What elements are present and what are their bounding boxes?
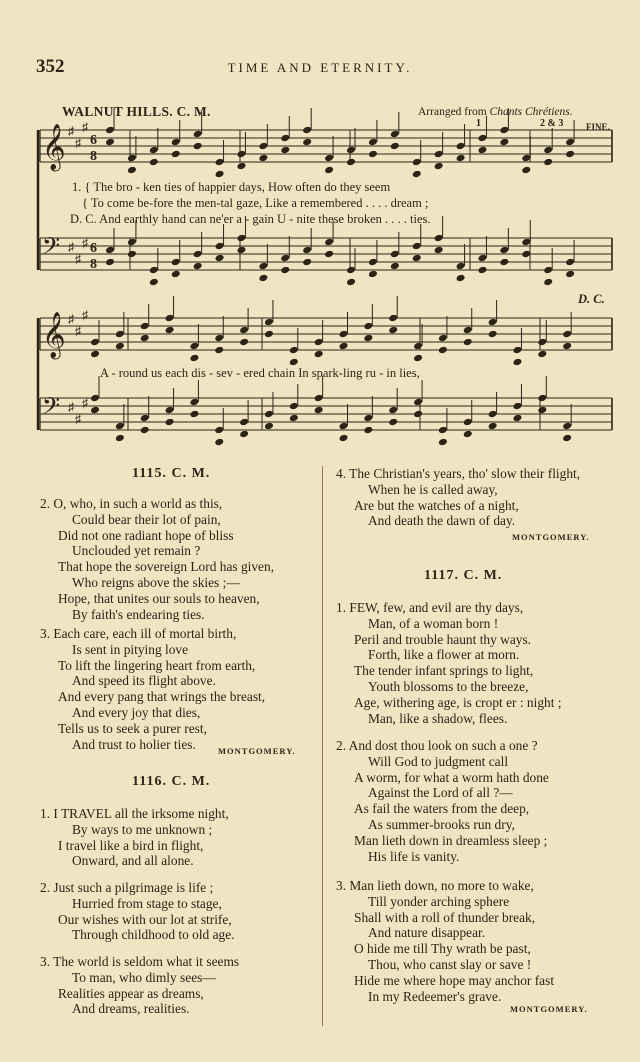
verse-line: Our wishes with our lot at strife, bbox=[58, 911, 232, 927]
note-head bbox=[302, 246, 312, 255]
note-head bbox=[339, 342, 349, 351]
note-head bbox=[127, 238, 137, 247]
verse-line: As summer-brooks run dry, bbox=[368, 816, 515, 832]
note-head bbox=[236, 150, 246, 159]
note-head bbox=[346, 158, 356, 167]
note-head bbox=[165, 314, 175, 323]
note-head bbox=[314, 350, 324, 359]
verse-line: Man, like a shadow, flees. bbox=[368, 710, 508, 726]
hymn-number: 1117. bbox=[424, 568, 459, 583]
note-head bbox=[105, 246, 115, 255]
verse-line: Tells us to seek a purer rest, bbox=[58, 720, 207, 736]
hymn-1115-stanza-2 bbox=[40, 496, 274, 622]
note-head bbox=[368, 138, 378, 147]
note-head bbox=[413, 410, 423, 419]
lyric-line-3: D. C. And earthly hand can ne'er a - gain U - nite these broken . . . . ties. bbox=[70, 212, 431, 226]
verse-line: Thou, who canst slay or save ! bbox=[368, 956, 532, 972]
lyric-line-4: A - round us each dis - sev - ered chain In spark-ling ru - in lies, bbox=[100, 366, 420, 380]
note-head bbox=[388, 326, 398, 335]
note-head bbox=[368, 258, 378, 267]
note-head bbox=[215, 242, 225, 251]
verse-line: Realities appear as dreams, bbox=[58, 985, 204, 1001]
note-head bbox=[438, 426, 448, 435]
note-head bbox=[390, 250, 400, 259]
note-head bbox=[127, 154, 137, 163]
note-head bbox=[512, 358, 522, 367]
verse-line: And dreams, realities. bbox=[72, 1001, 190, 1017]
fine-label: FINE. bbox=[586, 122, 610, 132]
time-signature: 6 bbox=[90, 133, 97, 148]
verse-line: Against the Lord of all ?— bbox=[368, 785, 513, 801]
note-head bbox=[390, 142, 400, 151]
note-head bbox=[499, 246, 509, 255]
note-head bbox=[562, 342, 572, 351]
note-head bbox=[562, 330, 572, 339]
note-head bbox=[434, 162, 444, 171]
note-head bbox=[463, 418, 473, 427]
hymn-meter: C. M. bbox=[171, 466, 211, 481]
arranged-source: Chants Chrétiens. bbox=[489, 106, 573, 118]
note-head bbox=[463, 338, 473, 347]
note-head bbox=[302, 258, 312, 267]
sharp-icon: ♯ bbox=[82, 120, 88, 134]
verse-line: 3. Each care, each ill of mortal birth, bbox=[40, 626, 237, 641]
column-divider bbox=[322, 466, 323, 1026]
note-head bbox=[105, 138, 115, 147]
sharp-icon: ♯ bbox=[68, 400, 74, 414]
sharp-icon: ♯ bbox=[75, 412, 81, 426]
note-head bbox=[388, 314, 398, 323]
note-head bbox=[339, 434, 349, 443]
note-head bbox=[413, 342, 423, 351]
note-head bbox=[264, 410, 274, 419]
sharp-icon: ♯ bbox=[68, 124, 74, 138]
note-head bbox=[280, 146, 290, 155]
note-head bbox=[456, 262, 466, 271]
page-number: 352 bbox=[36, 56, 65, 77]
verse-line: 2. O, who, in such a world as this, bbox=[40, 496, 223, 511]
note-head bbox=[488, 318, 498, 327]
note-head bbox=[115, 434, 125, 443]
verse-line: 2. Just such a pilgrimage is life ; bbox=[40, 880, 214, 895]
verse-line: Peril and trouble haunt thy ways. bbox=[354, 631, 532, 647]
note-head bbox=[214, 438, 224, 447]
note-head bbox=[149, 266, 159, 275]
verse-line: 2. And dost thou look on such a one ? bbox=[336, 738, 538, 753]
hymn-1116-heading bbox=[132, 774, 210, 790]
note-head bbox=[236, 162, 246, 171]
sharp-icon: ♯ bbox=[82, 236, 88, 250]
note-head bbox=[324, 250, 334, 259]
note-head bbox=[302, 138, 312, 147]
note-head bbox=[280, 254, 290, 263]
note-head bbox=[434, 246, 444, 255]
hymn-meter: C. M. bbox=[171, 774, 211, 789]
hymn-1117-stanza-3 bbox=[336, 878, 554, 1004]
note-head bbox=[193, 262, 203, 271]
note-head bbox=[512, 402, 522, 411]
hymn-1116-stanza-3 bbox=[40, 954, 239, 1017]
verse-line: Are but the watches of a night, bbox=[354, 497, 519, 513]
verse-line: Could bear their lot of pain, bbox=[72, 511, 221, 527]
note-head bbox=[499, 126, 509, 135]
note-head bbox=[488, 422, 498, 431]
volta-23-label: 2 & 3 bbox=[540, 118, 564, 129]
note-head bbox=[236, 246, 246, 255]
hymn-1115-author: MONTGOMERY. bbox=[218, 746, 296, 756]
note-head bbox=[456, 154, 466, 163]
note-head bbox=[562, 434, 572, 443]
note-head bbox=[239, 430, 249, 439]
note-head bbox=[339, 330, 349, 339]
note-head bbox=[115, 422, 125, 431]
note-head bbox=[477, 266, 487, 275]
note-head bbox=[368, 150, 378, 159]
note-head bbox=[488, 330, 498, 339]
hymn-1116-stanza-2 bbox=[40, 880, 235, 943]
note-head bbox=[289, 358, 299, 367]
sharp-icon: ♯ bbox=[68, 312, 74, 326]
note-head bbox=[189, 398, 199, 407]
note-head bbox=[214, 426, 224, 435]
note-head bbox=[346, 266, 356, 275]
note-head bbox=[413, 354, 423, 363]
note-head bbox=[264, 318, 274, 327]
note-head bbox=[412, 170, 422, 179]
verse-line: By ways to me unknown ; bbox=[72, 821, 213, 837]
verse-line: Onward, and all alone. bbox=[72, 853, 194, 869]
hymn-1117-stanza-1 bbox=[336, 600, 562, 726]
note-head bbox=[140, 414, 150, 423]
lyric-line-1: 1. { The bro - ken ties of happier days, How often do they seem bbox=[72, 180, 391, 194]
note-head bbox=[363, 426, 373, 435]
note-head bbox=[189, 410, 199, 419]
note-head bbox=[438, 334, 448, 343]
hymn-1115-stanza-3 bbox=[40, 626, 265, 752]
note-head bbox=[477, 146, 487, 155]
note-head bbox=[314, 406, 324, 415]
note-head bbox=[193, 142, 203, 151]
verse-line: Who reigns above the skies ;— bbox=[72, 574, 240, 590]
hymn-meter: C. M. bbox=[463, 568, 503, 583]
note-head bbox=[171, 150, 181, 159]
note-head bbox=[565, 270, 575, 279]
note-head bbox=[456, 142, 466, 151]
verse-line: Youth blossoms to the breeze, bbox=[368, 678, 529, 694]
note-head bbox=[324, 154, 334, 163]
note-head bbox=[193, 130, 203, 139]
note-head bbox=[189, 354, 199, 363]
note-head bbox=[363, 414, 373, 423]
note-head bbox=[412, 242, 422, 251]
bass-clef-icon: 𝄢 bbox=[42, 232, 61, 265]
verse-line: Hope, that unites our souls to heaven, bbox=[58, 590, 260, 606]
note-head bbox=[488, 410, 498, 419]
note-head bbox=[105, 126, 115, 135]
note-head bbox=[140, 322, 150, 331]
treble-clef-icon: 𝄞 bbox=[42, 312, 66, 358]
note-head bbox=[314, 394, 324, 403]
note-head bbox=[438, 438, 448, 447]
verse-line: Till yonder arching sphere bbox=[368, 893, 510, 909]
note-head bbox=[434, 150, 444, 159]
verse-line: And every pang that wrings the breast, bbox=[58, 689, 266, 705]
note-head bbox=[565, 150, 575, 159]
note-head bbox=[258, 262, 268, 271]
sharp-icon: ♯ bbox=[68, 240, 74, 254]
note-head bbox=[434, 234, 444, 243]
note-head bbox=[289, 346, 299, 355]
note-head bbox=[324, 166, 334, 175]
verse-line: That hope the sovereign Lord has given, bbox=[58, 559, 275, 575]
arranged-prefix: Arranged from bbox=[418, 106, 487, 118]
verse-line: To lift the lingering heart from earth, bbox=[58, 657, 256, 673]
verse-line: And death the dawn of day. bbox=[368, 513, 516, 529]
note-head bbox=[543, 158, 553, 167]
verse-line: 1. FEW, few, and evil are thy days, bbox=[336, 600, 524, 615]
verse-line: And speed its flight above. bbox=[72, 673, 216, 689]
note-head bbox=[264, 422, 274, 431]
note-head bbox=[140, 334, 150, 343]
note-head bbox=[171, 270, 181, 279]
verse-line: Through childhood to old age. bbox=[72, 927, 235, 943]
hymn-1117-stanza-2 bbox=[336, 738, 549, 864]
note-head bbox=[165, 406, 175, 415]
verse-line: His life is vanity. bbox=[368, 848, 460, 864]
note-head bbox=[165, 326, 175, 335]
verse-line: When he is called away, bbox=[368, 481, 498, 497]
note-head bbox=[171, 138, 181, 147]
note-head bbox=[390, 262, 400, 271]
note-head bbox=[537, 406, 547, 415]
verse-line: The tender infant springs to light, bbox=[354, 663, 534, 679]
note-head bbox=[90, 394, 100, 403]
hymn-1117-author: MONTGOMERY. bbox=[510, 1004, 588, 1014]
note-head bbox=[463, 430, 473, 439]
note-head bbox=[105, 258, 115, 267]
verse-line: And every joy that dies, bbox=[72, 704, 201, 720]
note-head bbox=[165, 418, 175, 427]
note-head bbox=[388, 418, 398, 427]
verse-line: 1. I TRAVEL all the irksome night, bbox=[40, 806, 229, 821]
note-head bbox=[215, 170, 225, 179]
verse-line: 3. The world is seldom what it seems bbox=[40, 954, 240, 969]
verse-line: O hide me till Thy wrath be past, bbox=[354, 941, 531, 957]
note-head bbox=[149, 278, 159, 287]
note-head bbox=[543, 278, 553, 287]
note-head bbox=[412, 158, 422, 167]
sharp-icon: ♯ bbox=[75, 136, 81, 150]
note-head bbox=[565, 138, 575, 147]
hymn-number: 1116. bbox=[132, 774, 167, 789]
note-head bbox=[127, 166, 137, 175]
verse-line: Unclouded yet remain ? bbox=[72, 543, 201, 559]
verse-line: By faith's endearing ties. bbox=[72, 606, 205, 622]
bass-clef-icon: 𝄢 bbox=[42, 392, 61, 425]
note-head bbox=[543, 266, 553, 275]
note-head bbox=[193, 250, 203, 259]
running-title: TIME AND ETERNITY. bbox=[227, 60, 413, 75]
note-head bbox=[215, 158, 225, 167]
note-head bbox=[215, 254, 225, 263]
verse-line: Age, withering age, is cropt er : night ; bbox=[354, 694, 562, 710]
time-signature: 8 bbox=[90, 149, 97, 164]
note-head bbox=[90, 350, 100, 359]
verse-line: Man lieth down in dreamless sleep ; bbox=[354, 832, 548, 848]
note-head bbox=[477, 254, 487, 263]
verse-line: And trust to holier ties. bbox=[72, 736, 196, 752]
verse-line: And nature disappear. bbox=[368, 925, 486, 941]
hymn-1117-heading bbox=[424, 568, 502, 584]
verse-line: In my Redeemer's grave. bbox=[368, 988, 502, 1004]
note-head bbox=[363, 334, 373, 343]
note-head bbox=[115, 330, 125, 339]
note-head bbox=[149, 158, 159, 167]
note-head bbox=[346, 278, 356, 287]
note-head bbox=[463, 326, 473, 335]
note-head bbox=[149, 146, 159, 155]
volta-1-label: 1 bbox=[476, 118, 481, 129]
note-head bbox=[456, 274, 466, 283]
note-head bbox=[368, 270, 378, 279]
note-head bbox=[239, 418, 249, 427]
note-head bbox=[280, 266, 290, 275]
time-signature: 6 bbox=[90, 241, 97, 256]
note-head bbox=[413, 398, 423, 407]
note-head bbox=[258, 274, 268, 283]
verse-line: Hurried from stage to stage, bbox=[72, 895, 222, 911]
note-head bbox=[537, 350, 547, 359]
verse-line: I travel like a bird in flight, bbox=[58, 837, 204, 853]
verse-line: 4. The Christian's years, tho' slow their flight, bbox=[336, 466, 581, 481]
note-head bbox=[239, 338, 249, 347]
note-head bbox=[314, 338, 324, 347]
note-head bbox=[264, 330, 274, 339]
note-head bbox=[512, 346, 522, 355]
note-head bbox=[289, 414, 299, 423]
note-head bbox=[388, 406, 398, 415]
note-head bbox=[115, 342, 125, 351]
verse-line: Is sent in pitying love bbox=[72, 641, 189, 657]
verse-line: Shall with a roll of thunder break, bbox=[354, 909, 536, 925]
note-head bbox=[339, 422, 349, 431]
hymn-1115-heading bbox=[132, 466, 210, 482]
note-head bbox=[90, 406, 100, 415]
note-head bbox=[127, 250, 137, 259]
note-head bbox=[390, 130, 400, 139]
verse-line: Hide me where hope may anchor fast bbox=[354, 972, 555, 988]
verse-line: As fail the waters from the deep, bbox=[354, 801, 530, 817]
tune-title: WALNUT HILLS. C. M. bbox=[62, 104, 211, 119]
note-head bbox=[565, 258, 575, 267]
note-head bbox=[280, 134, 290, 143]
note-head bbox=[90, 338, 100, 347]
note-head bbox=[289, 402, 299, 411]
note-head bbox=[258, 142, 268, 151]
hymn-1116-stanza-1 bbox=[40, 806, 229, 869]
note-head bbox=[258, 154, 268, 163]
note-head bbox=[512, 414, 522, 423]
note-head bbox=[346, 146, 356, 155]
verse-line: Will God to judgment call bbox=[368, 753, 509, 769]
sharp-icon: ♯ bbox=[75, 252, 81, 266]
note-head bbox=[189, 342, 199, 351]
treble-clef-icon: 𝄞 bbox=[42, 124, 66, 170]
hymn-1115-author-right: MONTGOMERY. bbox=[512, 532, 590, 542]
note-head bbox=[324, 238, 334, 247]
note-head bbox=[214, 334, 224, 343]
note-head bbox=[438, 346, 448, 355]
dc-label: D. C. bbox=[578, 292, 605, 306]
note-head bbox=[521, 166, 531, 175]
verse-line: To man, who dimly sees— bbox=[72, 969, 216, 985]
note-head bbox=[537, 338, 547, 347]
verse-line: Man, of a woman born ! bbox=[368, 615, 499, 631]
note-head bbox=[363, 322, 373, 331]
verse-line: Did not one radiant hope of bliss bbox=[58, 527, 234, 543]
hymn-1115-stanza-4 bbox=[336, 466, 580, 529]
verse-line: Forth, like a flower at morn. bbox=[368, 647, 520, 663]
sharp-icon: ♯ bbox=[82, 396, 88, 410]
sharp-icon: ♯ bbox=[82, 308, 88, 322]
lyric-line-2: { To come be-fore the men-tal gaze, Like a remembered . . . . dream ; bbox=[82, 196, 429, 210]
note-head bbox=[140, 426, 150, 435]
sharp-icon: ♯ bbox=[75, 324, 81, 338]
note-head bbox=[499, 258, 509, 267]
note-head bbox=[499, 138, 509, 147]
note-head bbox=[477, 134, 487, 143]
time-signature: 8 bbox=[90, 257, 97, 272]
hymn-number: 1115. bbox=[132, 466, 167, 481]
note-head bbox=[302, 126, 312, 135]
note-head bbox=[171, 258, 181, 267]
verse-line: A worm, for what a worm hath done bbox=[354, 769, 549, 785]
note-head bbox=[412, 254, 422, 263]
note-head bbox=[239, 326, 249, 335]
note-head bbox=[214, 346, 224, 355]
verse-line: 3. Man lieth down, no more to wake, bbox=[336, 878, 534, 893]
note-head bbox=[562, 422, 572, 431]
note-head bbox=[543, 146, 553, 155]
note-head bbox=[236, 234, 246, 243]
note-head bbox=[537, 394, 547, 403]
